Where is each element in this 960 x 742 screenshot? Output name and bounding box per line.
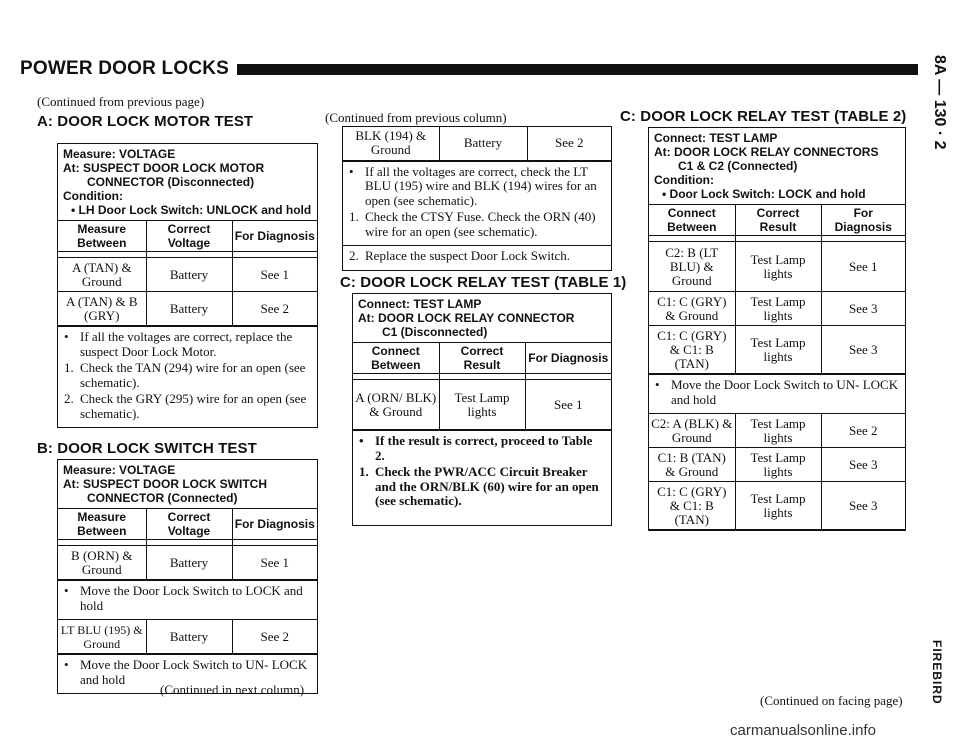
continued-in-next-column: (Continued in next column) [160,682,305,697]
col-header: For Diagnosis [525,343,611,374]
continued-box [342,126,612,271]
section-c2-title: C: DOOR LOCK RELAY TEST (TABLE 2) [620,108,907,125]
section-a-title: A: DOOR LOCK MOTOR TEST [37,113,254,130]
table-row: A (TAN) & B (GRY) Battery See 2 [58,292,317,326]
col-header: Connect Between [649,205,735,236]
table-row: C2: B (LT BLU) & Ground Test Lamp lights See 1 [649,242,905,292]
header-rule [237,64,918,75]
table-row: C1: C (GRY) & Ground Test Lamp lights See 3 [649,292,905,326]
section-b-box [57,459,318,694]
section-c1-table [353,342,611,430]
list-item: 1. Check the CTSY Fuse. Check the ORN (40) wire for an open (see schematic). [349,209,596,239]
continued-notes [343,161,611,246]
continued-table [343,127,611,161]
continued-on-facing-page: (Continued on facing page) [760,693,903,708]
col-header: Measure Between [58,221,146,252]
col-header: Correct Voltage [146,509,232,540]
table-row: C1: C (GRY) & C1: B (TAN) Test Lamp lights See 3 [649,326,905,374]
section-a-header: Measure: VOLTAGE At: SUSPECT DOOR LOCK MOTOR CONNECTOR (Disconnected) Condition: • LH Door Lock Switch: UNLOCK and hold [63,147,312,217]
section-a-notes [58,326,317,427]
side-model-label: FIREBIRD [930,640,944,705]
section-b-header: Measure: VOLTAGE At: SUSPECT DOOR LOCK SWITCH CONNECTOR (Connected) [63,463,267,505]
col-header: Connect Between [353,343,439,374]
section-a-table [58,220,317,326]
list-item: • If all the voltages are correct, check the LT BLU (195) wire and BLK (194) wires for an open (see schematic). [349,163,597,208]
section-c2-table [649,204,905,374]
list-item: • If all the voltages are correct, replace the suspect Door Lock Motor. [64,329,293,359]
section-c2-header: Connect: TEST LAMP At: DOOR LOCK RELAY CONNECTORS C1 & C2 (Connected) Condition: • Door Lock Switch: LOCK and hold [654,131,879,201]
continued-note-last [343,245,611,270]
section-c1-title: C: DOOR LOCK RELAY TEST (TABLE 1) [340,274,627,291]
continued-from-previous-column: (Continued from previous column) [325,110,507,125]
table-row: A (TAN) & Ground Battery See 1 [58,258,317,292]
watermark-text: carmanualsonline.info [730,722,876,739]
col-header: For Diagnosis [821,205,905,236]
col-header: Correct Voltage [146,221,232,252]
table-row: C1: B (TAN) & Ground Test Lamp lights See 3 [649,448,905,482]
table-row: BLK (194) & Ground Battery See 2 [343,127,611,160]
continued-from-previous-page: (Continued from previous page) [37,94,205,109]
section-a-box [57,143,318,428]
section-c1-box [352,293,612,526]
col-header: For Diagnosis [232,509,317,540]
list-item: 2. Check the GRY (295) wire for an open (see schematic). [64,391,307,421]
section-b-table-2 [58,619,317,654]
side-page-number: 8A — 130 · 2 [931,55,948,150]
section-b-note-1 [58,580,317,619]
table-row: B (ORN) & Ground Battery See 1 [58,546,317,580]
section-c1-header: Connect: TEST LAMP At: DOOR LOCK RELAY CONNECTOR C1 (Disconnected) [358,297,575,339]
list-item: 2. Replace the suspect Door Lock Switch. [349,248,571,263]
list-item: 1. Check the TAN (294) wire for an open (see schematic). [64,360,306,390]
page-header [20,58,918,80]
section-c2-box [648,127,906,531]
table-row: A (ORN/ BLK) & Ground Test Lamp lights See 1 [353,380,611,430]
list-item: 1. Check the PWR/ACC Circuit Breaker and the ORN/BLK (60) wire for an open (see schematic). [359,464,599,508]
col-header: Correct Result [735,205,821,236]
list-item: • Move the Door Lock Switch to LOCK and hold [64,583,303,613]
section-b-title: B: DOOR LOCK SWITCH TEST [37,440,257,457]
col-header: Correct Result [439,343,525,374]
col-header: Measure Between [58,509,146,540]
table-row: C1: C (GRY) & C1: B (TAN) Test Lamp lights See 3 [649,482,905,530]
list-item: • Move the Door Lock Switch to UN- LOCK and hold [655,377,899,407]
list-item: • If the result is correct, proceed to Table 2. [359,433,593,463]
section-c2-mid-note [649,374,905,413]
page-title: POWER DOOR LOCKS [20,58,230,79]
table-row: LT BLU (195) & Ground Battery See 2 [58,620,317,654]
section-c2-table-2 [649,413,905,530]
list-item: • Move the Door Lock Switch to UN- LOCK and hold [64,657,308,687]
col-header: For Diagnosis [232,221,317,252]
section-b-table [58,508,317,580]
section-c1-notes [353,430,611,525]
table-row: C2: A (BLK) & Ground Test Lamp lights See 2 [649,414,905,448]
